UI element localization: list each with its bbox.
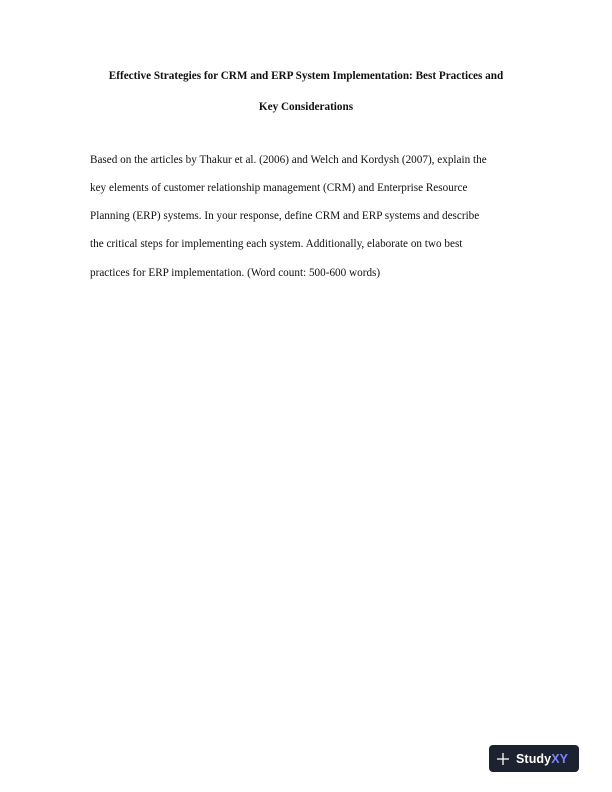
paragraph-line-2: key elements of customer relationship management (CRM) and Enterprise Resource — [90, 182, 468, 194]
brand-logo-text — [516, 752, 568, 766]
paragraph-line-4: the critical steps for implementing each system. Additionally, elaborate on two best — [90, 238, 463, 250]
brand-name-part-1: Study — [516, 751, 552, 766]
studyxy-watermark-badge — [489, 745, 579, 772]
plus-sparkle-icon — [496, 752, 510, 766]
brand-name-part-2: XY — [551, 751, 569, 766]
paragraph-line-1: Based on the articles by Thakur et al. (2006) and Welch and Kordysh (2007), explain the — [90, 154, 487, 166]
document-title-line-1: Effective Strategies for CRM and ERP System Implementation: Best Practices and — [108, 70, 504, 82]
paragraph-line-3: Planning (ERP) systems. In your response, define CRM and ERP systems and describe — [90, 210, 480, 222]
paragraph-line-5: practices for ERP implementation. (Word count: 500-600 words) — [90, 267, 381, 279]
document-title-line-2: Key Considerations — [258, 101, 354, 113]
